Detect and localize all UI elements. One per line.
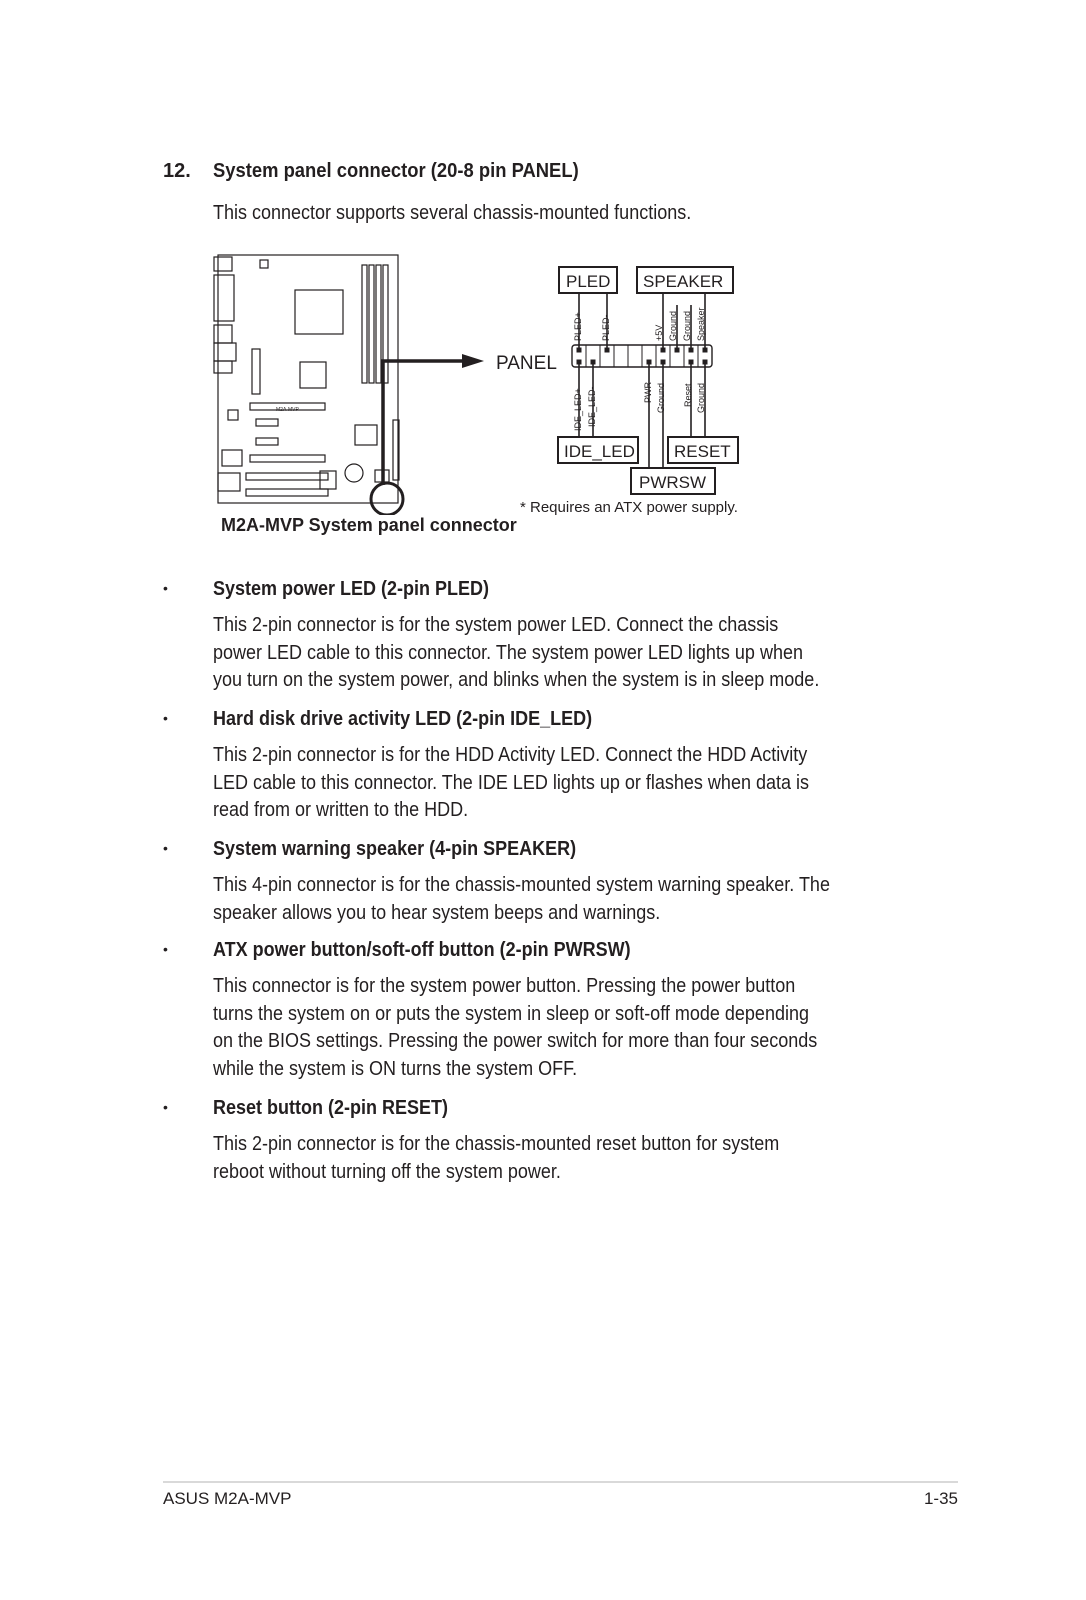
arrow-head-icon bbox=[462, 354, 484, 368]
section-reset bbox=[163, 1097, 923, 1187]
bullet-icon: • bbox=[163, 840, 168, 856]
pin-label-pled-plus: PLED+ bbox=[573, 312, 583, 341]
body-line: you turn on the system power, and blinks when the system is in sleep mode. bbox=[213, 669, 820, 691]
body-line: This connector is for the system power button. Pressing the power button bbox=[213, 975, 796, 997]
section-pwrsw-body bbox=[213, 973, 817, 1083]
body-line: on the BIOS settings. Pressing the power switch for more than four seconds bbox=[213, 1030, 818, 1052]
diagram-caption: M2A-MVP System panel connector bbox=[221, 515, 517, 535]
footer-product-name: ASUS M2A-MVP bbox=[163, 1489, 292, 1508]
speaker-group-label: SPEAKER bbox=[643, 272, 724, 291]
footer-page-number: 1-35 bbox=[923, 1489, 958, 1508]
ide-led-group-label: IDE_LED bbox=[564, 442, 635, 461]
section-pled bbox=[163, 578, 923, 691]
pin-label-reset: Reset bbox=[683, 383, 693, 407]
body-line: This 2-pin connector is for the HDD Activity LED. Connect the HDD Activity bbox=[213, 744, 808, 766]
board-model-label: M2A-MVP bbox=[276, 407, 299, 413]
body-line: read from or written to the HDD. bbox=[213, 799, 469, 821]
section-pled-title: System power LED (2-pin PLED) bbox=[213, 578, 490, 600]
section-pwrsw-title: ATX power button/soft-off button (2-pin PWRSW) bbox=[213, 939, 631, 961]
body-line: while the system is ON turns the system OFF. bbox=[213, 1057, 578, 1080]
motherboard-illustration bbox=[214, 255, 399, 503]
section-ide-led bbox=[163, 708, 923, 821]
pin-label-pwr: PWR bbox=[643, 382, 653, 403]
body-line: This 4-pin connector is for the chassis-mounted system warning speaker. The bbox=[213, 874, 830, 896]
panel-connector-diagram bbox=[200, 245, 780, 515]
section-ide-led-body bbox=[213, 742, 809, 825]
pwrsw-group-label: PWRSW bbox=[639, 473, 707, 492]
bullet-icon: • bbox=[163, 941, 168, 957]
body-line: speaker allows you to hear system beeps and warnings. bbox=[213, 901, 661, 924]
section-intro: This connector supports several chassis-mounted functions. bbox=[213, 202, 692, 224]
section-speaker-title: System warning speaker (4-pin SPEAKER) bbox=[213, 838, 577, 860]
section-speaker bbox=[163, 838, 923, 928]
footer-divider bbox=[163, 1481, 958, 1483]
pin-label-ide-led-plus: IDE_LED+ bbox=[573, 388, 583, 431]
pin-label-ground-2: Ground bbox=[682, 310, 692, 341]
pin-label-speaker: Speaker bbox=[696, 307, 706, 341]
atx-requirement-note: * Requires an ATX power supply. bbox=[520, 499, 738, 516]
body-line: reboot without turning off the system power. bbox=[213, 1160, 561, 1183]
body-line: This 2-pin connector is for the system power LED. Connect the chassis bbox=[213, 614, 779, 636]
panel-label: PANEL bbox=[496, 353, 557, 374]
pin-label-reset-ground: Ground bbox=[696, 382, 706, 413]
reset-group-label: RESET bbox=[674, 442, 731, 461]
bullet-icon: • bbox=[163, 710, 168, 726]
body-line: This 2-pin connector is for the chassis-mounted reset button for system bbox=[213, 1133, 780, 1155]
pin-label-ground-1: Ground bbox=[668, 310, 678, 341]
leader-line bbox=[383, 361, 468, 485]
bullet-icon: • bbox=[163, 1099, 168, 1115]
pled-group-label: PLED bbox=[566, 272, 611, 291]
pin-label-5v: +5V bbox=[654, 324, 664, 341]
body-line: power LED cable to this connector. The system power LED lights up when bbox=[213, 641, 803, 664]
bullet-icon: • bbox=[163, 580, 168, 596]
pin-label-pled-minus: PLED- bbox=[601, 314, 611, 341]
body-line: turns the system on or puts the system in sleep or soft-off mode depending bbox=[213, 1002, 809, 1025]
section-speaker-body bbox=[213, 872, 830, 927]
section-reset-title: Reset button (2-pin RESET) bbox=[213, 1097, 448, 1119]
section-reset-body bbox=[213, 1131, 779, 1186]
section-pwrsw bbox=[163, 939, 923, 1079]
section-ide-led-title: Hard disk drive activity LED (2-pin IDE_LED) bbox=[213, 708, 593, 730]
body-line: LED cable to this connector. The IDE LED lights up or flashes when data is bbox=[213, 771, 809, 794]
section-title: System panel connector (20-8 pin PANEL) bbox=[213, 160, 579, 182]
pin-label-pwr-ground: Ground bbox=[656, 382, 666, 413]
pin-label-ide-led-minus: IDE_LED- bbox=[587, 386, 597, 427]
section-number: 12. bbox=[163, 160, 191, 182]
section-pled-body bbox=[213, 612, 819, 695]
